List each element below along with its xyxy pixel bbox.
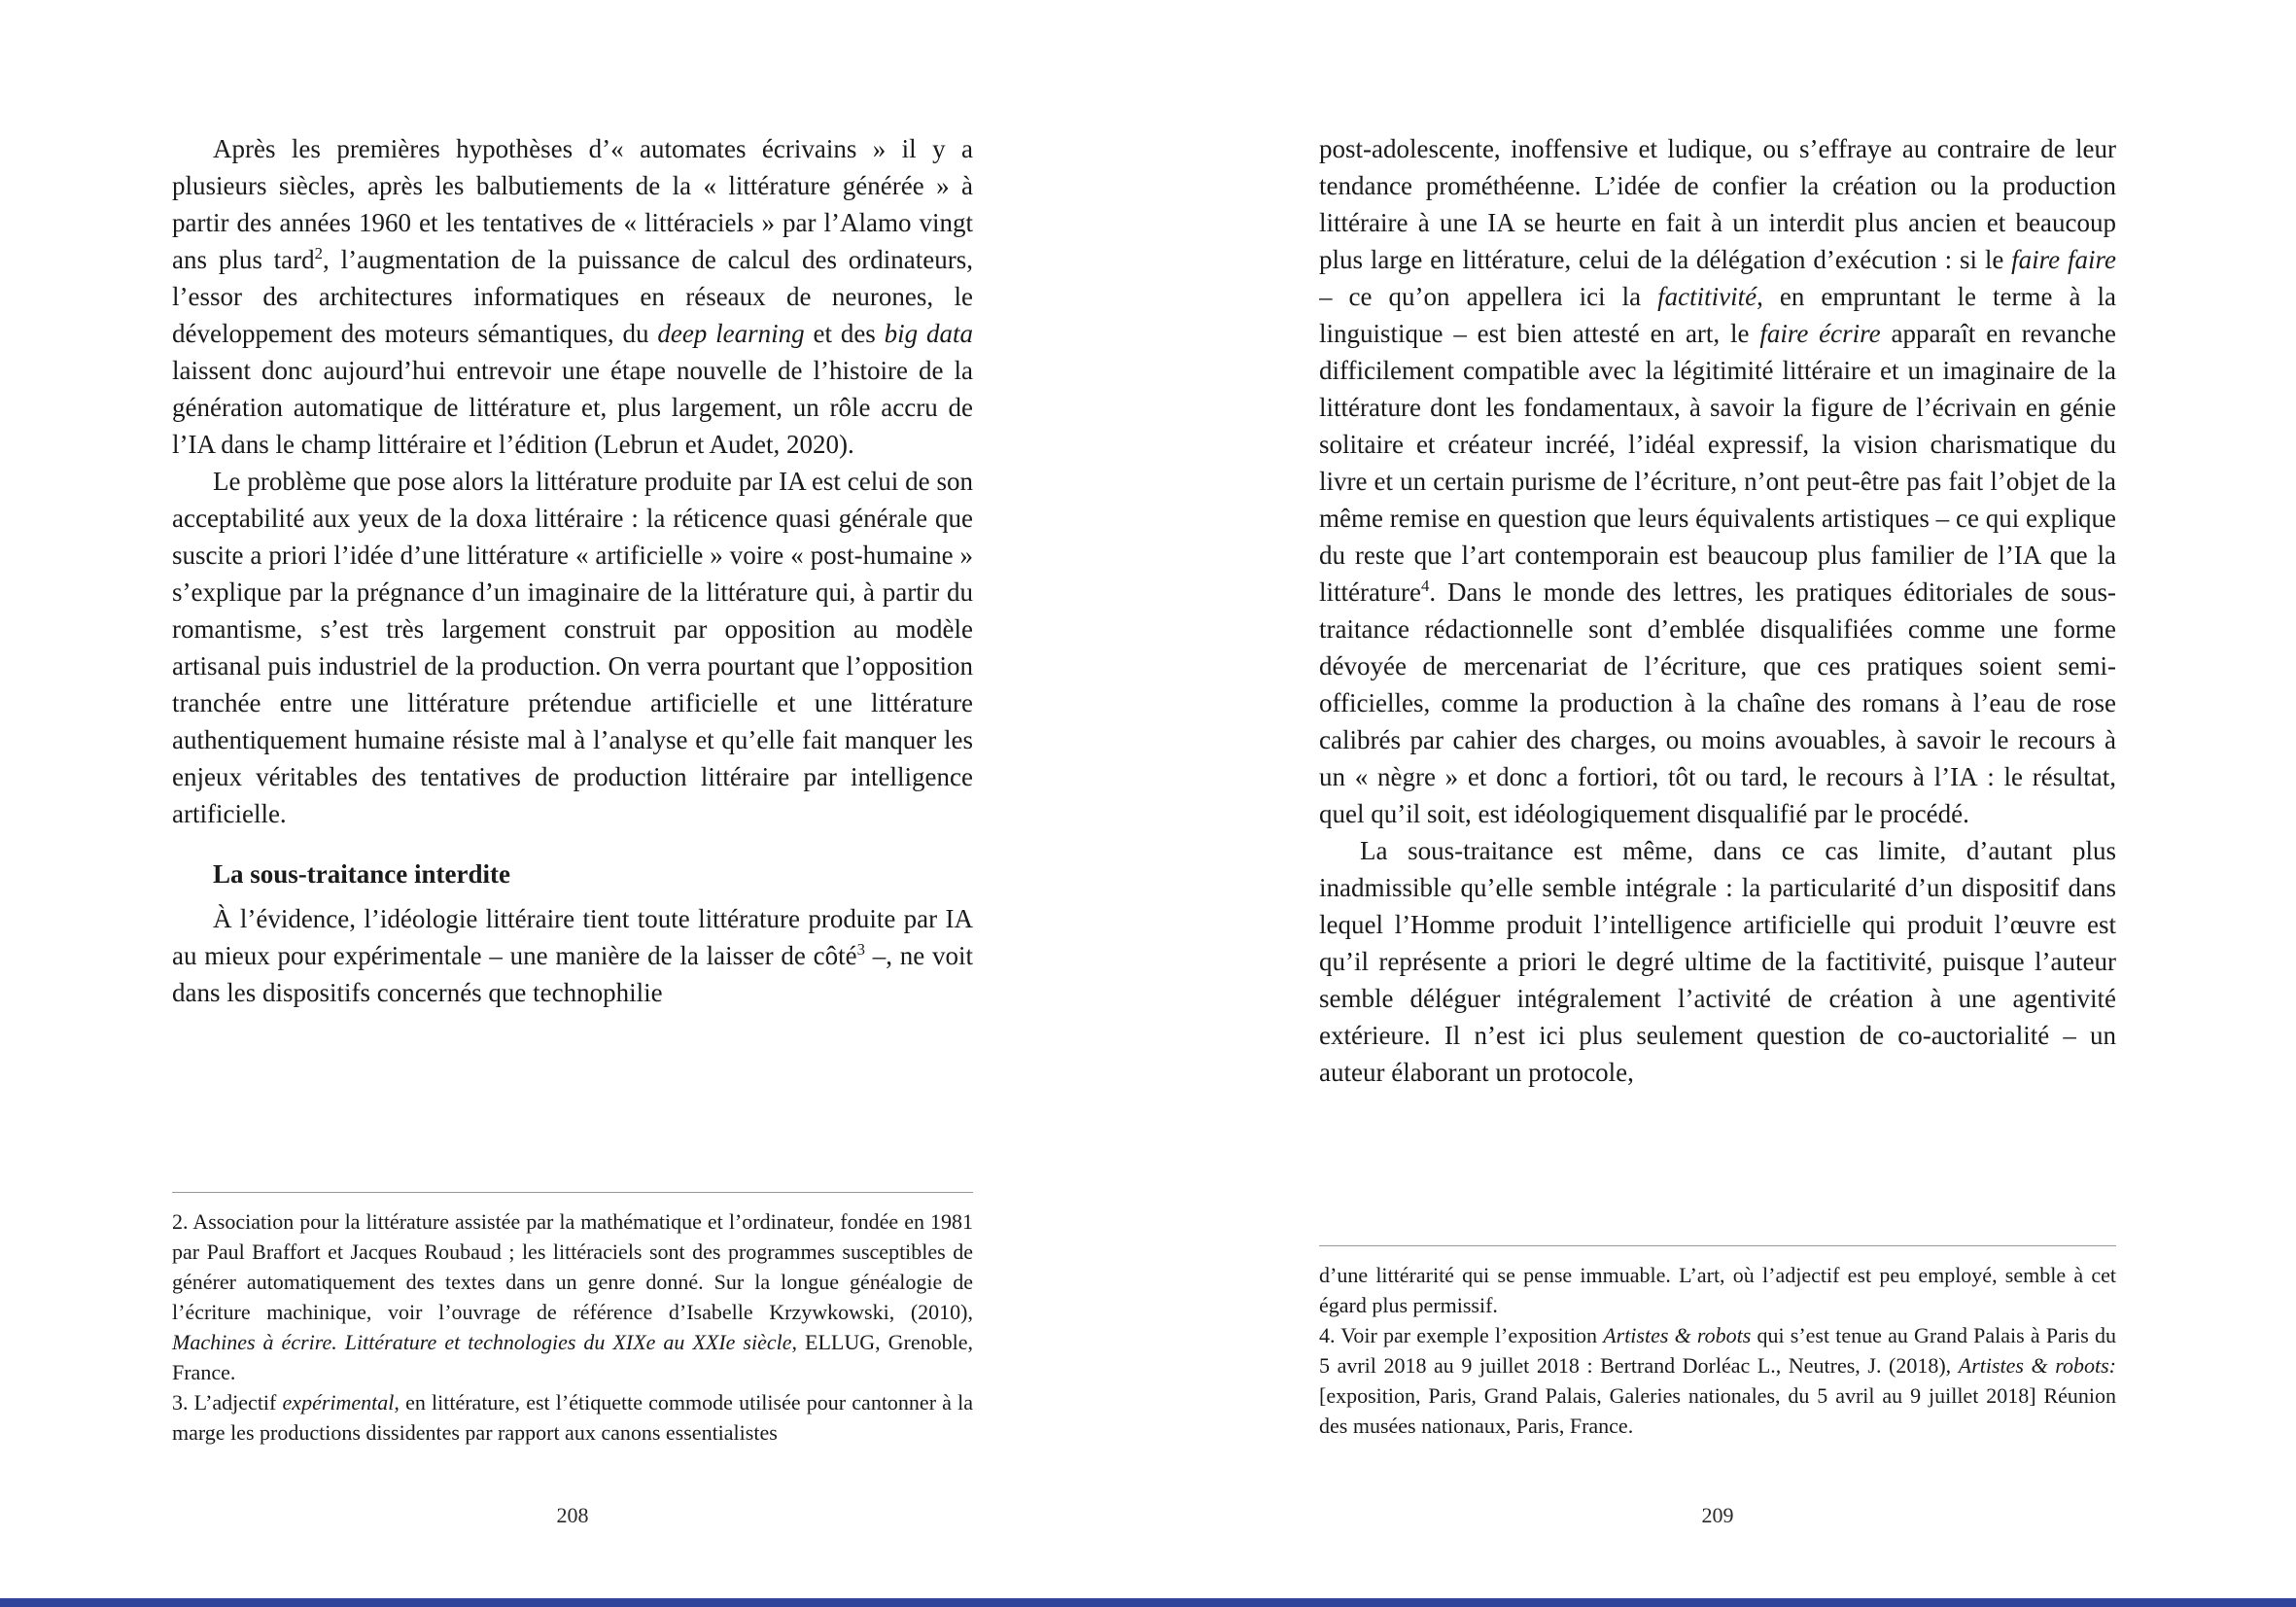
paragraph [172,900,973,1011]
bottom-bar [0,1598,2296,1607]
text-run: – ce qu’on appellera ici la [1319,282,1658,311]
text-run: post-adolescente, inoffensive et ludique, ou s’effraye au contraire de leur tendance prométhéenne. L’idée de confier la création ou la production littéraire à une IA se heurte en fait à un interdit plus ancien et beaucoup plus large en littérature, celui de la délégation d’exécution : si le [1319,134,2116,274]
text-run: d’une littérarité qui se pense immuable. L’art, où l’adjectif est peu employé, semble à cet égard plus permissif. [1319,1263,2116,1317]
italic-text: Artistes & robots [1603,1323,1752,1347]
text-run: 4. Voir par exemple l’exposition [1319,1323,1604,1347]
footnote [1319,1260,2116,1320]
paragraph [1319,130,2116,832]
italic-text: faire écrire [1759,319,1881,348]
text-run: 2. Association pour la littérature assistée par la mathématique et l’ordinateur, fondée en 1981 par Paul Braffort et Jacques Roubaud ; les littéraciels sont des programmes susceptibles de générer automatiquement des textes dans un genre donné. Sur la longue généalogie de l’écriture machinique, voir l’ouvrage de référence d’Isabelle Krzywkowski, (2010), [172,1209,973,1324]
paragraph [172,463,973,832]
text-run: Après les premières hypothèses d’« automates écrivains » il y a plusieurs siècles, après les balbutiements de la « littérature générée » à partir des années 1960 et les tentatives de « littéraciels » par l’Alamo vingt ans plus tard [172,134,973,274]
italic-text: expérimental [282,1390,395,1415]
text-run: et des [804,319,885,348]
italic-text: big data [884,319,973,348]
text-run: apparaît en revanche difficilement compatible avec la légitimité littéraire et un imaginaire de la littérature dont les fondamentaux, à savoir la figure de l’écrivain en génie solitaire et créateur incréé, l’idéal expressif, la vision charismatique du livre et un certain purisme de l’écriture, n’ont peut-être pas fait l’objet de la même remise en question que leurs équivalents artistiques – ce qui explique du reste que l’art contemporain est beaucoup plus familier de l’IA que la littérature [1319,319,2116,607]
page-left-body [172,130,973,1182]
paragraph [1319,832,2116,1091]
text-run: , ELLUG, Grenoble, France. [172,1330,973,1384]
text-run: . Dans le monde des lettres, les pratiques éditoriales de sous-traitance rédactionnelle sont d’emblée disqualifiées comme une forme dévoyée de mercenariat de l’écriture, que ces pratiques soient semi-officielles, comme la production à la chaîne des romans à l’eau de rose calibrés par cahier des charges, ou moins avouables, à savoir le recours à un « nègre » et donc a fortiori, tôt ou tard, le recours à l’IA : le résultat, quel qu’il soit, est idéologiquement disqualifié par le procédé. [1319,577,2116,828]
text-run: laissent donc aujourd’hui entrevoir une étape nouvelle de l’histoire de la génération automatique de littérature et, plus largement, un rôle accru de l’IA dans le champ littéraire et l’édition (Lebrun et Audet, 2020). [172,356,973,459]
footnote [172,1387,973,1448]
italic-text: factitivité [1657,282,1757,311]
text-run: [exposition, Paris, Grand Palais, Galeries nationales, du 5 avril au 9 juillet 2018] Réunion des musées nationaux, Paris, France. [1319,1383,2116,1438]
page-number-right: 209 [1701,1503,1734,1527]
page-left-footnotes [172,1192,973,1448]
text-run: À l’évidence, l’idéologie littéraire tient toute littérature produite par IA au mieux pour expérimentale – une manière de la laisser de côté [172,904,973,970]
footnote-list [1319,1260,2116,1441]
text-run: , en empruntant le terme à la linguistique – est bien attesté en art, le [1319,282,2116,348]
italic-text: deep learning [657,319,805,348]
paragraph [172,130,973,463]
text-run: Le problème que pose alors la littérature produite par IA est celui de son acceptabilité aux yeux de la doxa littéraire : la réticence quasi générale que suscite a priori l’idée d’une littérature « artificielle » voire « post-humaine » s’explique par la prégnance d’un imaginaire de la littérature qui, à partir du romantisme, s’est très largement construit par opposition au modèle artisanal puis industriel de la production. On verra pourtant que l’opposition tranchée entre une littérature prétendue artificielle et une littérature authentiquement humaine résiste mal à l’analyse et qu’elle fait manquer les enjeux véritables des tentatives de production littéraire par intelligence artificielle. [172,467,973,828]
page-right-footnotes [1319,1245,2116,1441]
text-run: –, ne voit dans les dispositifs concernés que technophilie [172,941,973,1007]
page-right-body [1319,130,2116,1237]
footnote-rule [1319,1245,2116,1246]
footnote-reference: 4 [1420,576,1430,595]
footnote-rule [172,1192,973,1193]
italic-text: faire faire [2011,245,2116,274]
section-heading: La sous-traitance interdite [213,859,510,889]
page-number-left: 208 [556,1503,589,1527]
text-run: 3. L’adjectif [172,1390,283,1415]
footnote [1319,1320,2116,1441]
text-run: , en littérature, est l’étiquette commode utilisée pour cantonner à la marge les productions dissidentes par rapport aux canons essentialistes [172,1390,973,1445]
italic-text: Machines à écrire. Littérature et technologies du XIXe au XXIe siècle [172,1330,792,1354]
footnote-reference: 3 [856,940,865,959]
footnote-list [172,1206,973,1448]
text-run: qui s’est tenue au Grand Palais à Paris du 5 avril 2018 au 9 juillet 2018 : Bertrand Dorléac L., Neutres, J. (2018), [1319,1323,2116,1378]
italic-text: Artistes & robots: [1958,1353,2116,1378]
text-run: , l’augmentation de la puissance de calcul des ordinateurs, l’essor des architectures informatiques en réseaux de neurones, le développement des moteurs sémantiques, du [172,245,973,348]
footnote [172,1206,973,1387]
footnote-reference: 2 [314,244,324,262]
text-run: La sous-traitance est même, dans ce cas limite, d’autant plus inadmissible qu’elle semble intégrale : la particularité d’un dispositif dans lequel l’Homme produit l’intelligence artificielle qui produit l’œuvre est qu’il représente a priori le degré ultime de la factitivité, puisque l’auteur semble déléguer intégralement l’activité de création à une agentivité extérieure. Il n’est ici plus seulement question de co-auctorialité – un auteur élaborant un protocole, [1319,836,2116,1087]
